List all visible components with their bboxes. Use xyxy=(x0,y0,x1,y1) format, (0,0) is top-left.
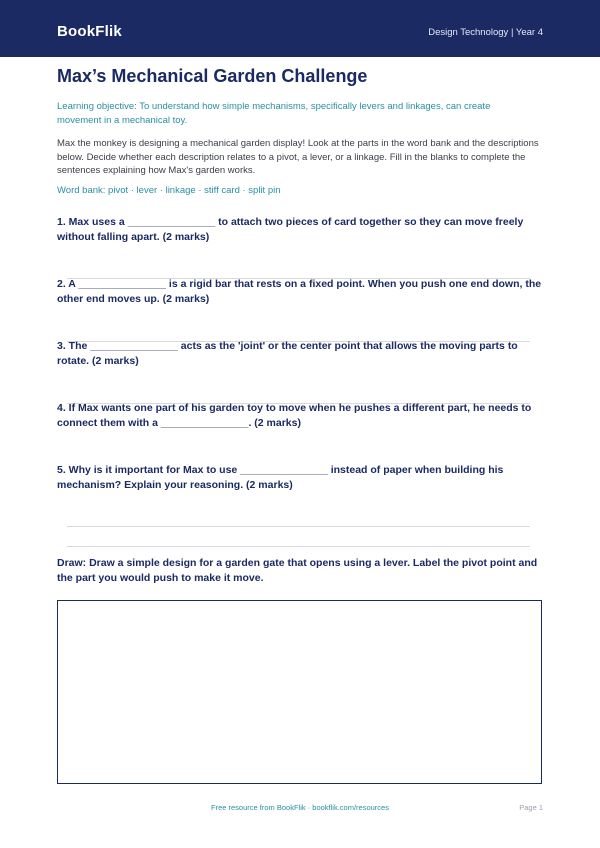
learning-objective: Learning objective: To understand how simple mechanisms, specifically levers and linkages, can create movement in a mechanical toy. xyxy=(57,101,491,126)
brand-logo-text: BookFlik xyxy=(57,23,122,40)
answer-line[interactable] xyxy=(67,526,530,527)
answer-line[interactable] xyxy=(67,546,530,547)
word-bank: Word bank: pivot · lever · linkage · stiff card · split pin xyxy=(57,185,281,196)
question-2: 2. A _______________ is a rigid bar that rests on a fixed point. When you push one end down, the other end moves up. (2 marks) xyxy=(57,278,542,305)
drawing-area[interactable] xyxy=(57,600,542,784)
question-5: 5. Why is it important for Max to use _______________ instead of paper when building his mechanism? Explain your reasoning. (2 marks) xyxy=(57,464,504,491)
worksheet-title: Max’s Mechanical Garden Challenge xyxy=(57,66,368,86)
subject-label: Design Technology | Year 4 xyxy=(428,27,543,38)
page-number: Page 1 xyxy=(519,803,543,812)
draw-prompt: Draw: Draw a simple design for a garden gate that opens using a lever. Label the pivot point and the part you would push to make it move. xyxy=(57,557,538,584)
question-1: 1. Max uses a _______________ to attach two pieces of card together so they can move freely without falling apart. (2 marks) xyxy=(57,216,524,243)
question-3: 3. The _______________ acts as the 'joint' or the center point that allows the moving parts to rotate. (2 marks) xyxy=(57,340,518,367)
page-header xyxy=(0,0,600,57)
intro-paragraph: Max the monkey is designing a mechanical garden display! Look at the parts in the word bank and the descriptions below. Decide whether each description relates to a pivot, a lever, or a linkage. Fill in the blanks to complete the sentences explaining how Max's garden works. xyxy=(57,138,539,176)
footer-source: Free resource from BookFlik · bookflik.com/resources xyxy=(211,803,389,812)
question-4: 4. If Max wants one part of his garden toy to move when he pushes a different part, he needs to connect them with a _______________. (2 marks) xyxy=(57,402,532,429)
